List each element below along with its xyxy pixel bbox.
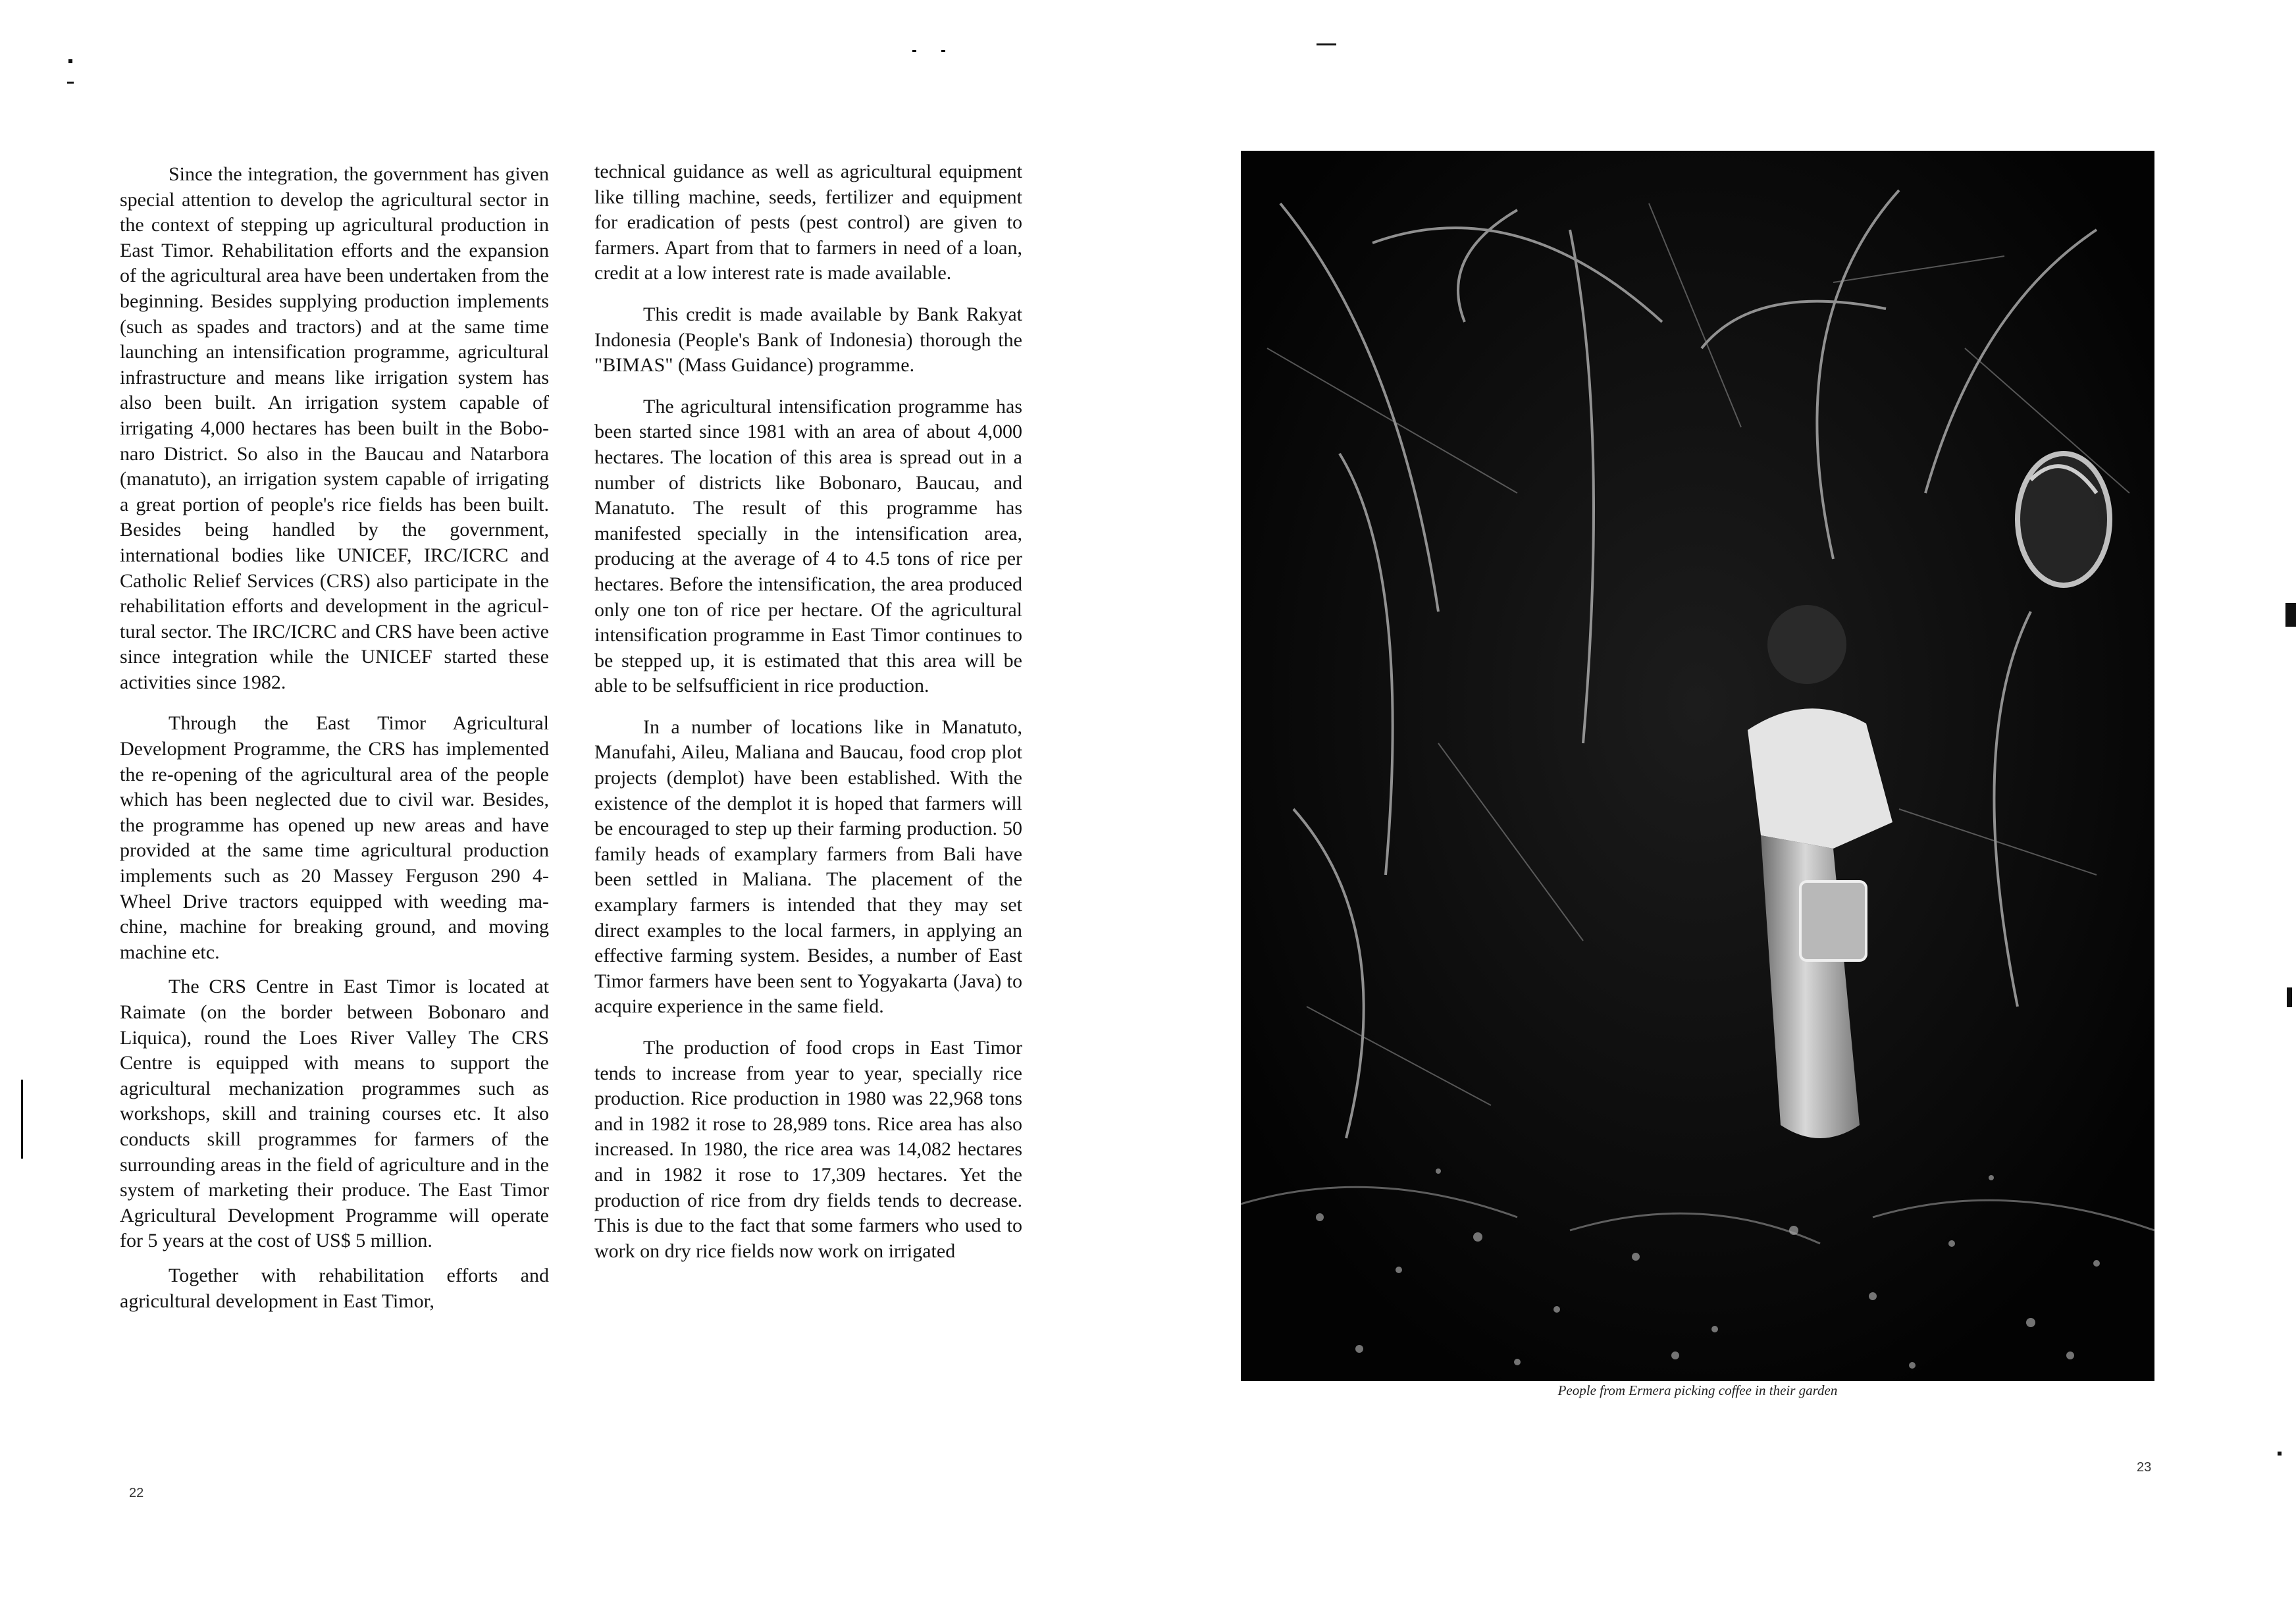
paragraph: Through the East Timor Agricultural Development Programme, the CRS has implemented the re-opening of the agricultural area of the people which has been neglected due to civil war. Besides, the programme has opened up new areas and have provided at the same time agricultural production implements such as 20 Massey Ferguson 290 4-Wheel Drive tractors equipped with weeding machine, machine for breaking ground, and moving machine etc.	[120, 712, 549, 963]
paragraph: The agricultural intensification programme has been started since 1981 with an area of about 4,000 hectares. The location of this area is spread out in a number of districts like Bobonaro, Baucau, and Manatuto. The result of this programme has manifested specially in the intensification area, producing at the average of 4 to 4.5 tons of rice per hectares. Before the intensification, the area produced only one ton of rice per hectare. Of the agricultural intensification programme in East Timor continues to be stepped up, it is estimated that this area will be able to be selfsufficient in rice production.	[594, 395, 1022, 697]
paragraph: In a number of locations like in Manatuto, Manufahi, Aileu, Maliana and Baucau, food crop plot projects (demplot) have been established. With the existence of the demplot it is hoped that farmers will be encouraged to step up their farming production. 50 family heads of examplary farmers from Bali have been settled in Maliana. The placement of the examplary farmers is intended that they may set direct examples to the local farmers, in applying an effective farming system. Besides, a number of East Timor farmers have been sent to Yogyakarta (Java) to acquire experience in the same field.	[594, 716, 1022, 1018]
scan-edge-mark	[912, 50, 916, 52]
paragraph: technical guidance as well as agricultural equipment like tilling machine, seeds, fertilizer and equipment for eradication of pests (pest control) are given to farmers. Apart from that to farmers in need of a loan, credit at a low interest rate is made available.	[594, 161, 1022, 284]
scan-edge-mark	[941, 50, 945, 52]
scan-edge-mark	[1317, 43, 1336, 45]
page-number-right: 23	[2137, 1460, 2152, 1475]
paragraph: The production of food crops in East Timor tends to increase from year to year, specially rice production. Rice production in 1980 was 22,968 tons and in 1982 it rose to 28,989 tons. Rice area has also increased. In 1980, the rice area was 14,082 hectares and in 1982 it rose to 17,309 hectares. Yet the production of rice from dry fields tends to decrease. This is due to the fact that some farmers who used to work on dry rice fields now work on irrigated	[594, 1037, 1022, 1262]
scan-edge-mark	[68, 59, 72, 63]
paragraph: This credit is made available by Bank Rakyat Indonesia (People's Bank of Indonesia) thorough the "BIMAS" (Mass Guidance) programme.	[594, 303, 1022, 377]
paragraph: Together with rehabilitation efforts and agricultural development in East Timor,	[120, 1264, 549, 1312]
page-number-left: 22	[129, 1486, 144, 1500]
left-page-text-column	[120, 162, 549, 1314]
middle-text-column	[594, 159, 1022, 1264]
scan-edge-mark	[67, 82, 74, 84]
photo-caption: People from Ermera picking coffee in their garden	[1557, 1382, 1838, 1398]
scan-edge-mark	[2285, 603, 2296, 627]
photo-coffee-picking	[1241, 151, 2154, 1381]
paragraph: The CRS Centre in East Timor is located at Raimate (on the border between Bobonaro and Liquica), round the Loes River Valley The CRS Centre is equipped with means to support the agricultural mechanization programmes such as workshops, skill and training courses etc. It also conducts skill programmes for farmers of the surrounding areas in the field of agriculture and in the system of marketing their produce. The East Timor Agricultural Development Programme will operate for 5 years at the cost of US$ 5 million.	[120, 976, 549, 1252]
scan-edge-mark	[2287, 987, 2292, 1007]
scan-edge-mark	[21, 1080, 23, 1159]
scan-edge-mark	[2278, 1452, 2282, 1456]
paragraph: Since the integration, the government has given special attention to develop the agricultural sector in the context of stepping up agricultural production in East Timor. Rehabilitation efforts and the expansion of the agricultural area have been undertaken from the beginning. Besides supplying production implements (such as spades and tractors) and at the same time launching an intensification programme, agricultural infrastructure and means like irrigation system has also been built. An irrigation system capable of irrigating 4,000 hectares has been built in the Bobonaro District. So also in the Baucau and Natarbora (manatuto), an irrigation system capable of irrigating a great portion of people's rice fields has been built. Besides being handled by the government, international bodies like UNICEF, IRC/ICRC and Catholic Relief Services (CRS) also participate in the rehabilitation efforts and development in the agricultural sector. The IRC/ICRC and CRS have been active since integration while the UNICEF started these activities since 1982.	[120, 163, 549, 693]
